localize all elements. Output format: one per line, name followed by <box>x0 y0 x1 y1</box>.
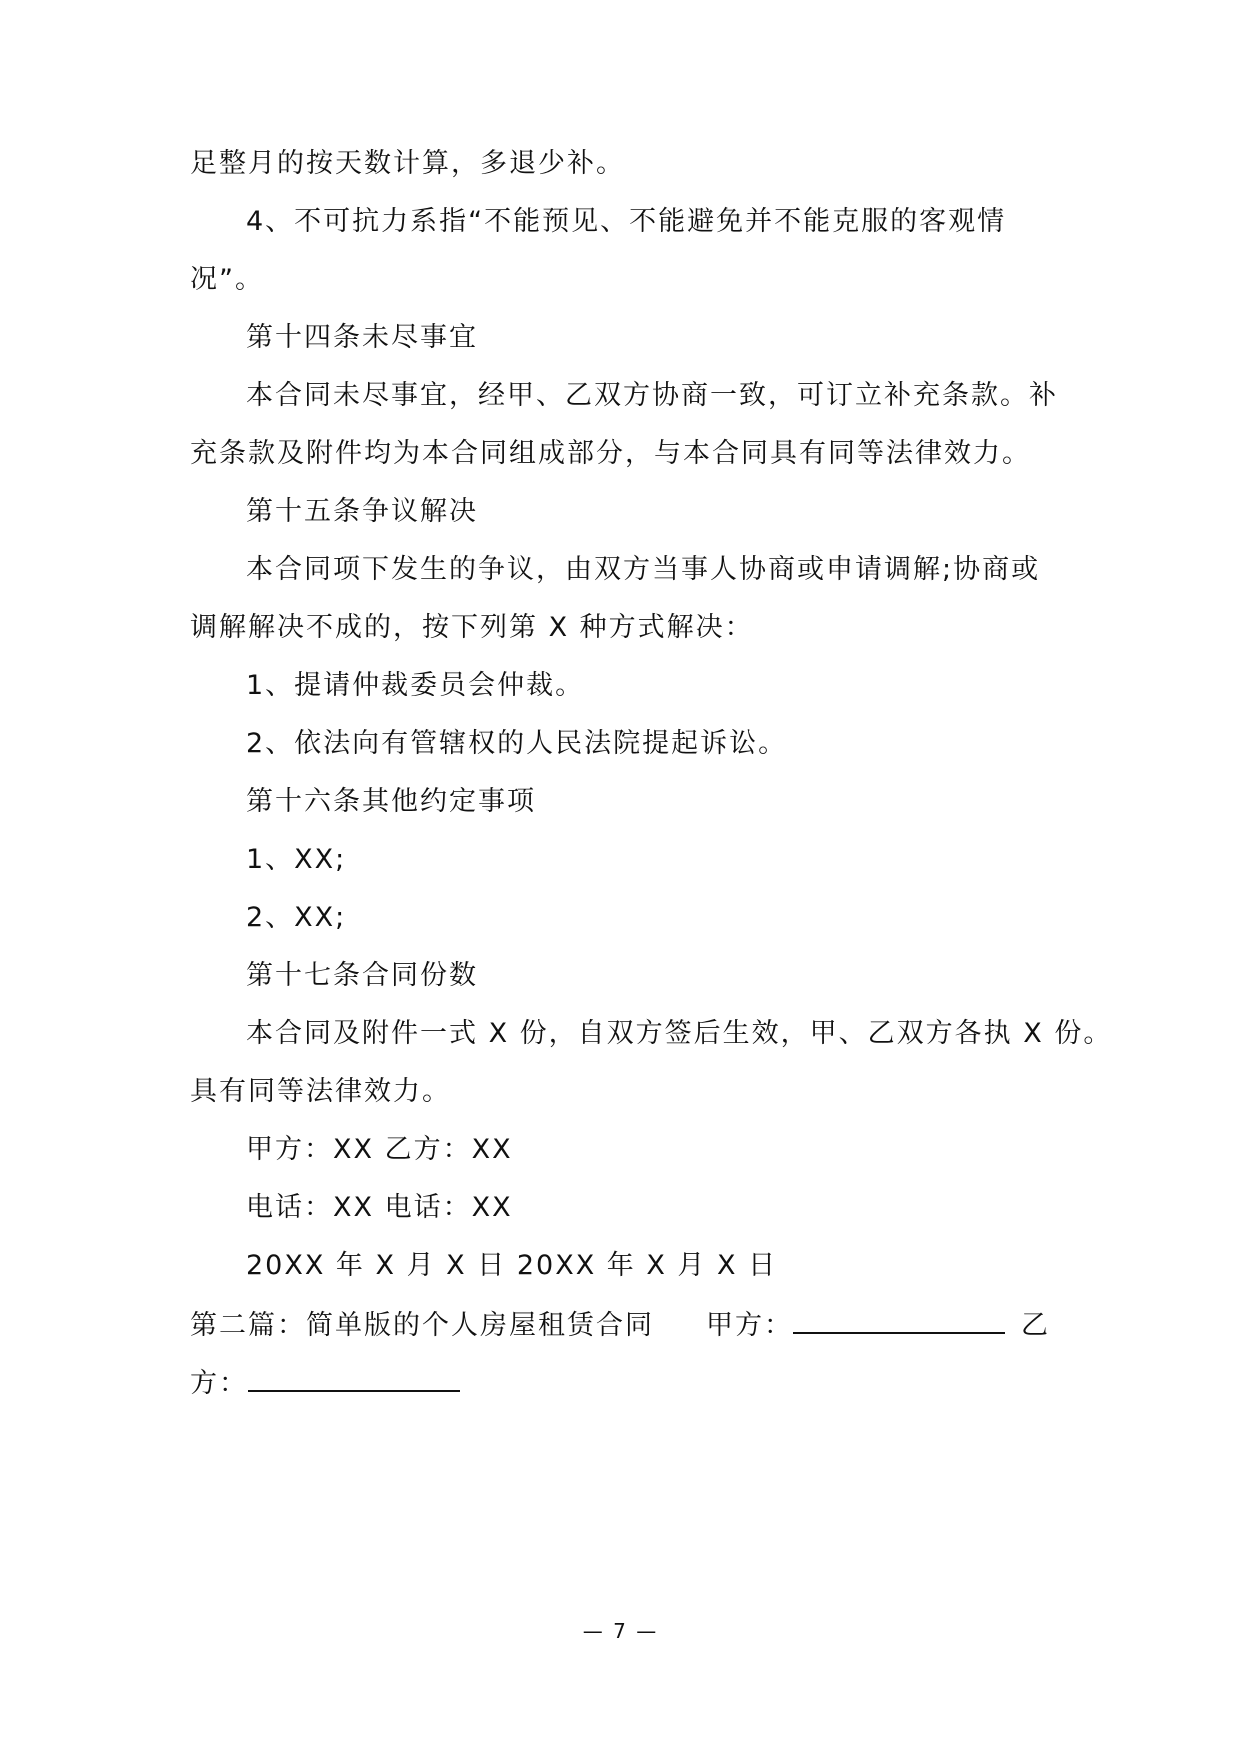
party-b-label-start: 乙 <box>1021 1310 1050 1341</box>
party-b-label-end: 方： <box>190 1368 248 1399</box>
paragraph-line: 调解解决不成的，按下列第 X 种方式解决： <box>190 612 754 643</box>
paragraph-line: 本合同及附件一式 X 份，自双方签后生效，甲、乙双方各执 X 份。 <box>246 1018 1113 1049</box>
section-title: 第二篇：简单版的个人房屋租赁合同 <box>190 1310 654 1341</box>
signature-date-line: 20XX 年 X 月 X 日 20XX 年 X 月 X 日 <box>246 1250 778 1281</box>
list-item: 2、XX; <box>246 902 347 933</box>
article-heading: 第十四条未尽事宜 <box>246 322 478 353</box>
list-item: 1、提请仲裁委员会仲裁。 <box>246 670 585 701</box>
paragraph-line: 充条款及附件均为本合同组成部分，与本合同具有同等法律效力。 <box>190 438 1031 469</box>
article-heading: 第十七条合同份数 <box>246 960 478 991</box>
party-a-blank <box>793 1306 1005 1334</box>
paragraph-line: 本合同未尽事宜，经甲、乙双方协商一致，可订立补充条款。补 <box>246 380 1058 411</box>
paragraph-line: 况”。 <box>190 264 264 295</box>
signature-party-line: 甲方：XX 乙方：XX <box>246 1134 513 1165</box>
paragraph-line: 本合同项下发生的争议，由双方当事人协商或申请调解;协商或 <box>246 554 1041 585</box>
paragraph-line: 足整月的按天数计算，多退少补。 <box>190 148 625 179</box>
party-b-line <box>190 1364 460 1402</box>
article-heading: 第十六条其他约定事项 <box>246 786 536 817</box>
signature-phone-line: 电话：XX 电话：XX <box>246 1192 513 1223</box>
party-b-blank <box>248 1364 460 1392</box>
list-item: 1、XX; <box>246 844 347 875</box>
section-title-line <box>190 1306 1050 1344</box>
article-heading: 第十五条争议解决 <box>246 496 478 527</box>
page-number: — 7 — <box>582 1619 659 1643</box>
party-a-label: 甲方： <box>706 1310 793 1341</box>
paragraph-line: 具有同等法律效力。 <box>190 1076 451 1107</box>
list-item: 2、依法向有管辖权的人民法院提起诉讼。 <box>246 728 788 759</box>
paragraph-line: 4、不可抗力系指“不能预见、不能避免并不能克服的客观情 <box>246 206 1007 237</box>
